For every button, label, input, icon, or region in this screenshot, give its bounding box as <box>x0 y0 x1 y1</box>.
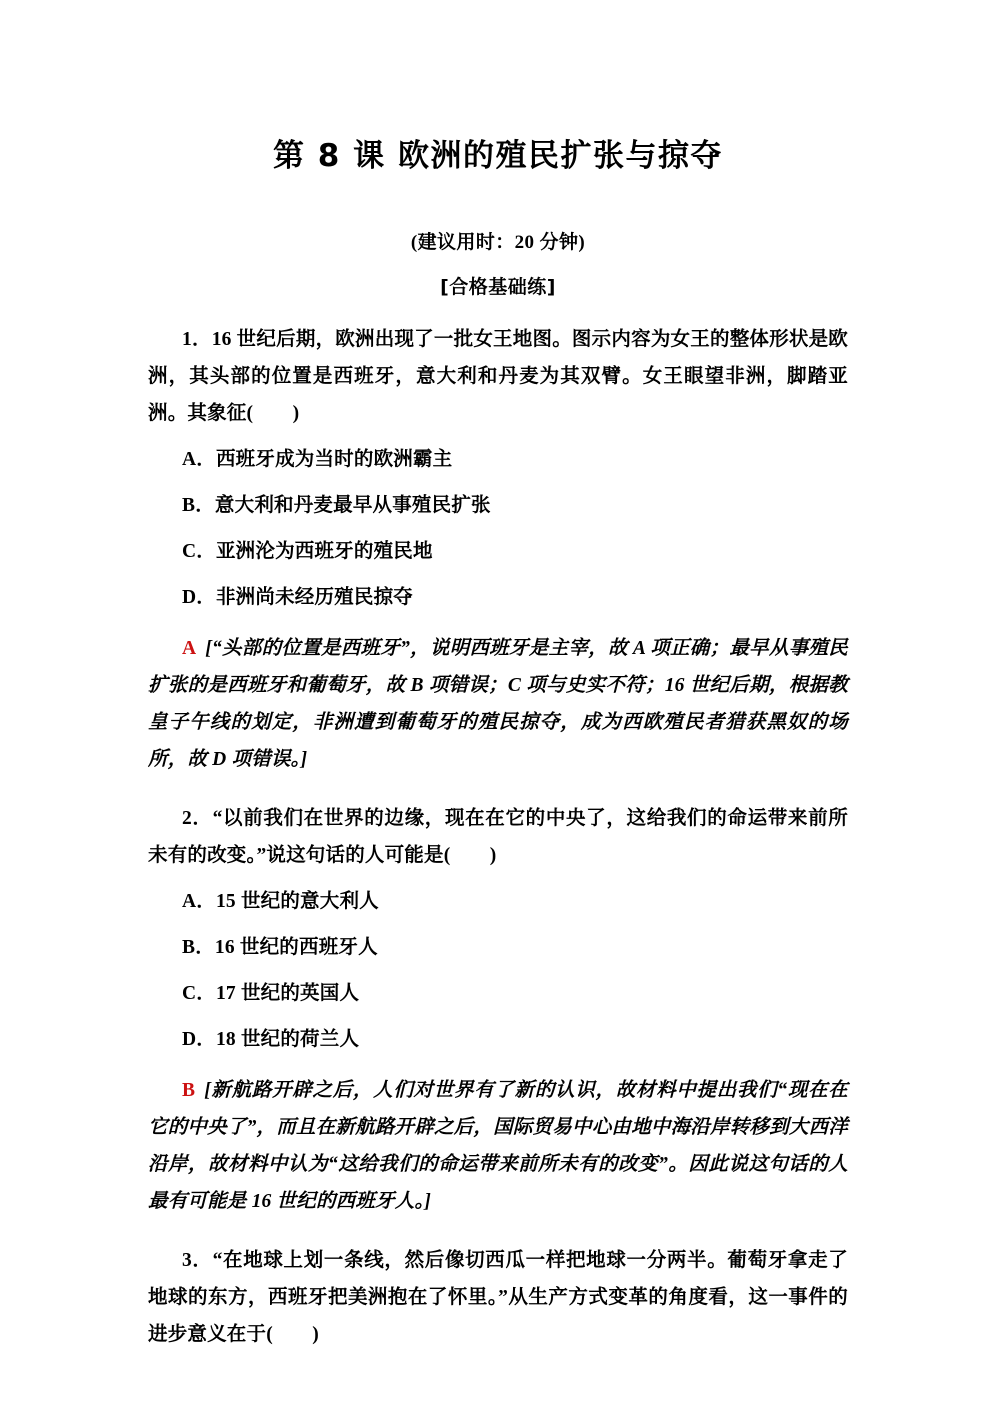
section-label: [合格基础练] <box>440 276 556 299</box>
option-key: B． <box>182 937 215 959</box>
option-text: 15 世纪的意大利人 <box>215 891 379 913</box>
option-b[interactable] <box>148 920 848 966</box>
question-stem: 3．“在地球上划一条线，然后像切西瓜一样把地球一分两半。葡萄牙拿走了地球的东方，西班牙把美洲抱在了怀里。”从生产方式变革的角度看，这一事件的进步意义在于( ) <box>148 1250 848 1346</box>
option-text: 非洲尚未经历殖民掠夺 <box>215 587 413 609</box>
option-d[interactable] <box>148 1012 848 1058</box>
option-key: C． <box>182 983 216 1005</box>
question-stem: 2．“以前我们在世界的边缘，现在在它的中央了，这给我们的命运带来前所未有的改变。”说这句话的人可能是( ) <box>148 808 848 867</box>
page-title: 第 8 课 欧洲的殖民扩张与掠夺 <box>273 138 723 174</box>
answer-explanation <box>148 1058 848 1220</box>
option-text: 17 世纪的英国人 <box>215 983 360 1005</box>
suggested-time: (建议用时：20 分钟) <box>410 232 586 254</box>
page-content <box>148 0 848 1353</box>
option-key: D． <box>182 587 216 609</box>
option-text: 西班牙成为当时的欧洲霸主 <box>215 449 453 471</box>
option-c[interactable] <box>148 524 848 570</box>
option-list <box>148 874 848 1058</box>
option-key: C． <box>182 541 216 563</box>
question-item <box>148 1220 848 1353</box>
option-text: 16 世纪的西班牙人 <box>214 937 378 959</box>
option-b[interactable] <box>148 478 848 524</box>
question-item <box>148 299 848 778</box>
option-list <box>148 432 848 616</box>
answer-key: A <box>182 638 197 660</box>
option-text: 亚洲沦为西班牙的殖民地 <box>215 541 433 563</box>
question-item <box>148 778 848 1220</box>
question-stem: 1．16 世纪后期，欧洲出现了一批女王地图。图示内容为女王的整体形状是欧洲，其头部的位置是西班牙，意大利和丹麦为其双臂。女王眼望非洲，脚踏亚洲。其象征( ) <box>148 329 848 425</box>
option-key: A． <box>182 891 216 913</box>
option-a[interactable] <box>148 874 848 920</box>
answer-explanation <box>148 616 848 778</box>
option-a[interactable] <box>148 432 848 478</box>
answer-key: B <box>182 1080 196 1102</box>
option-key: B． <box>182 495 215 517</box>
option-text: 意大利和丹麦最早从事殖民扩张 <box>214 495 491 517</box>
explanation-text: [“头部的位置是西班牙”，说明西班牙是主宰，故 A 项正确；最早从事殖民扩张的是西班牙和葡萄牙，故 B 项错误；C 项与史实不符；16 世纪后期，根据教皇子午线的划定，非洲遭到葡萄牙的殖民掠夺，成为西欧殖民者猎获黑奴的场所，故 D 项错误。] <box>148 638 848 771</box>
option-d[interactable] <box>148 570 848 616</box>
option-key: D． <box>182 1029 216 1051</box>
explanation-text: [新航路开辟之后，人们对世界有了新的认识，故材料中提出我们“现在在它的中央了”，而且在新航路开辟之后，国际贸易中心由地中海沿岸转移到大西洋沿岸，故材料中认为“这给我们的命运带来前所未有的改变”。因此说这句话的人最有可能是 16 世纪的西班牙人。] <box>148 1080 848 1213</box>
option-text: 18 世纪的荷兰人 <box>215 1029 360 1051</box>
option-c[interactable] <box>148 966 848 1012</box>
option-key: A． <box>182 449 216 471</box>
